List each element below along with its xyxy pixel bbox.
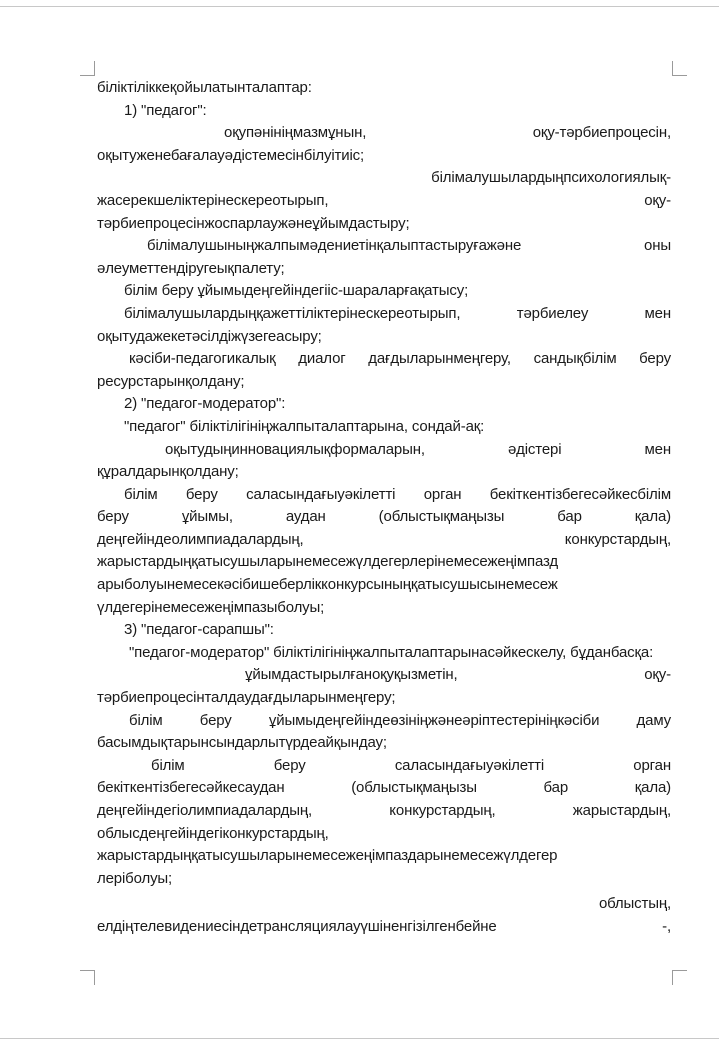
text-fragment: оқу-: [644, 191, 671, 209]
text-line: білім беру ұйымыдеңгейіндегіiс-шараларғақатысу;: [124, 282, 469, 300]
text-fragment: оқу-тәрбиепроцесін,: [532, 124, 671, 142]
text-line: тәрбиепроцесінжоспарлаужәнеұйымдастыру;: [97, 214, 410, 232]
text-fragment: оқытудыңинновациялықформаларын,: [165, 440, 425, 458]
paragraph-line: бекіткентізбегесәйкесаудан (облыстықмаңызы бар қала): [97, 779, 671, 797]
paragraph-line: беру ұйымы, аудан (облыстықмаңызы бар қала): [97, 508, 671, 526]
text-fragment: мен: [644, 440, 671, 458]
text-fragment: елдіңтелевидениесіндетрансляциялауүшіненгізілгенбейне: [97, 917, 497, 935]
paragraph-line: білім беру саласындағыуәкілетті орган: [151, 756, 671, 774]
text-line: білімалушылардыңпсихологиялық-: [431, 169, 671, 187]
paragraph-line: білім беру саласындағыуәкiлеттi орган бекіткентізбегесәйкесбілім: [124, 485, 671, 503]
section-1-title: 1) "педагог":: [124, 101, 207, 119]
text-line: тәрбиепроцесінталдаудағдыларынмеңгеру;: [97, 689, 396, 707]
text-fragment: оны: [644, 237, 671, 255]
page-bottom-edge: [0, 1038, 719, 1039]
paragraph-line: үлдегерінемесежеңімпазыболуы;: [97, 598, 325, 616]
paragraph-line: деңгейіндегіолимпиадалардың, конкурстардың, жарыстардың,: [97, 802, 671, 819]
document-heading: біліктіліккеқойылатынталаптар:: [97, 79, 312, 96]
paragraph-line: деңгейіндеолимпиадалардың, конкурстардың,: [97, 530, 671, 548]
text-line: облыстың,: [598, 895, 671, 913]
s3-line: [97, 916, 671, 939]
paragraph: кәсіби-педагогикалық диалог дағдыларынмеңгеру, сандықбілім беру ресурстарынқолдану;: [97, 350, 671, 390]
page-top-edge: [0, 6, 719, 7]
text-fragment: -,: [662, 917, 671, 935]
s1-line: [97, 122, 671, 145]
paragraph-line: облысдеңгейіндегіконкурстардың,: [97, 824, 329, 842]
document-page: [97, 77, 671, 939]
text-line: "педагог" біліктілігініңжалпыталаптарына, сондай-ақ:: [124, 417, 485, 435]
s2-line: [97, 439, 671, 462]
text-fragment: ұйымдастырылғаноқуқызметін,: [245, 666, 458, 684]
paragraph-line: леріболуы;: [97, 869, 173, 887]
s1-line: [97, 235, 671, 258]
text-fragment: оқу-: [644, 666, 671, 684]
text-fragment: әдістері: [507, 440, 562, 458]
paragraph-line: арыболуынемесекәсібишеберлікконкурсыныңқатысушысынемесеж: [97, 576, 558, 594]
paragraph-line: жарыстардыңқатысушыларынемесежүлдегерлерінемесежеңімпазд: [97, 553, 558, 571]
section-3-title: 3) "педагог-сарапшы":: [124, 621, 274, 639]
crop-mark-bottom-right: [672, 970, 687, 985]
text-fragment: жасерекшеліктерінескереотырып,: [97, 191, 329, 209]
paragraph: білімалушылардыңқажеттіліктерінескереотырып, тәрбиелеу мен оқытудажекетәсілдіжүзегеасыру;: [97, 304, 671, 345]
text-fragment: білімалушыныңжалпымәдениетінқалыптастыруғажәне: [147, 237, 522, 255]
section-2-title: 2) "педагог-модератор":: [124, 395, 286, 413]
s1-line: [97, 190, 671, 213]
paragraph-line: жарыстардыңқатысушыларынемесежеңімпаздарынемесежүлдегер: [97, 847, 558, 865]
text-line: әлеуметтендіругеықпалету;: [97, 259, 285, 277]
crop-mark-top-right: [672, 61, 687, 76]
paragraph: "педагог-модератор" біліктілігініңжалпыталаптарынасәйкескелу, бұданбасқа:: [129, 643, 654, 661]
s3-line: [97, 664, 671, 687]
text-line: құралдарынқолдану;: [97, 463, 239, 481]
crop-mark-top-left: [80, 61, 95, 76]
text-fragment: оқупәнініңмазмұнын,: [224, 124, 367, 142]
paragraph: білім беру ұйымыдеңгейіндеөзініңжәнеәріптестерініңкәсіби даму басымдықтарынсындарлытүрдеайқындау;: [97, 711, 671, 752]
crop-mark-bottom-left: [80, 970, 95, 985]
text-line: оқытуженебағалауәдістемесінбілуітиіс;: [97, 146, 365, 164]
